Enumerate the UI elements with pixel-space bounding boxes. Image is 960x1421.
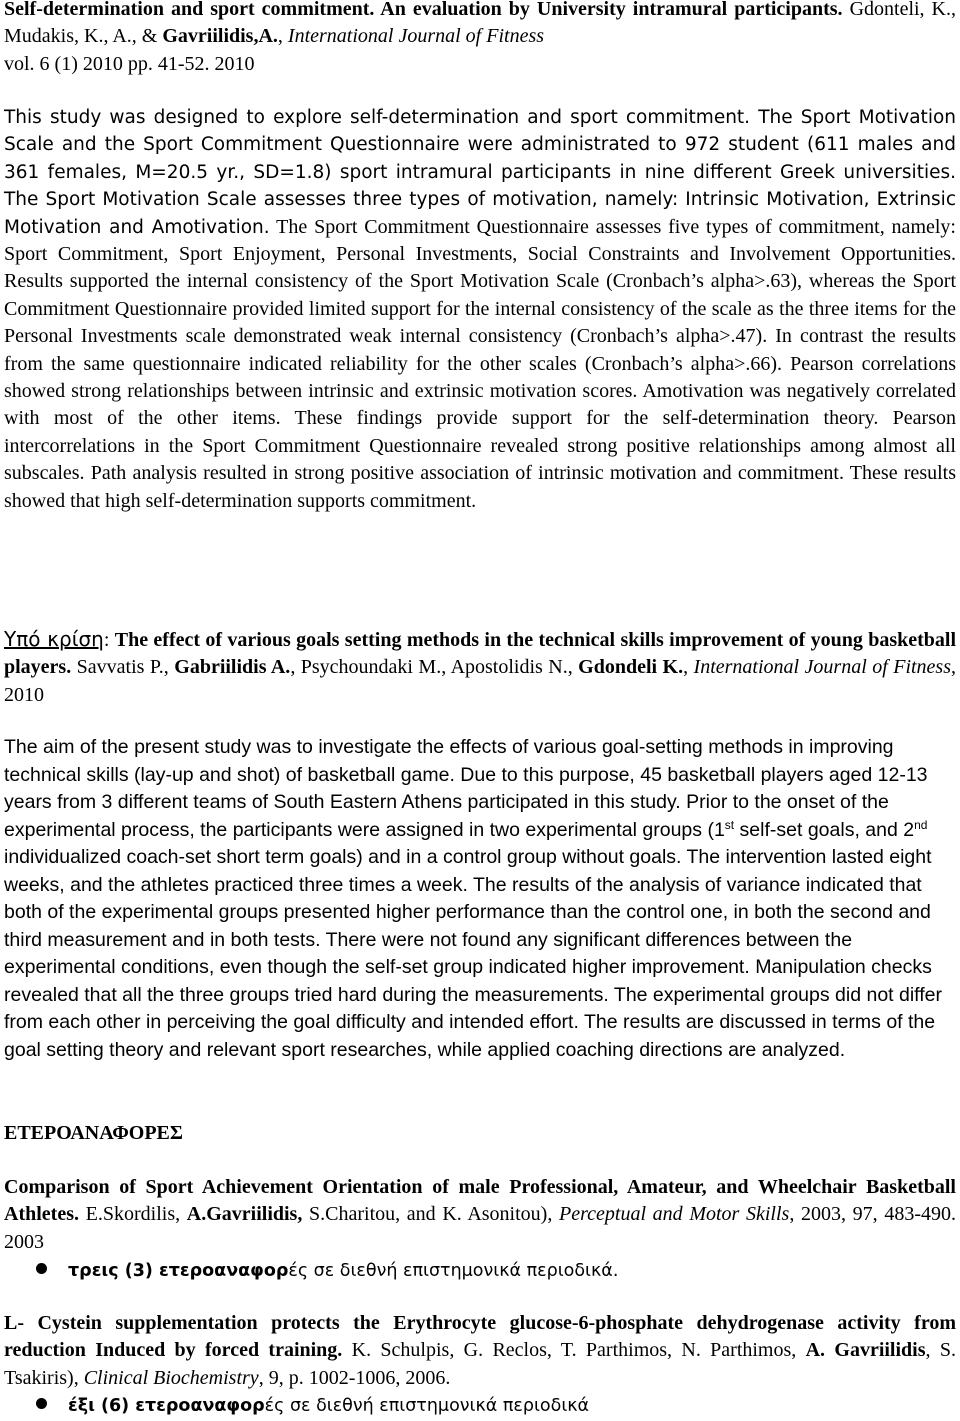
- abstract-2-text: self-set goals, and 2: [734, 818, 915, 841]
- status-label-colon: :: [103, 629, 115, 651]
- citation-year: , 2010: [4, 656, 956, 706]
- citation-volume: vol. 6 (1) 2010 pp. 41-52. 2010: [4, 52, 255, 75]
- reference-authors: S.Charitou, and K. Asonitou),: [302, 1203, 559, 1226]
- bullet-icon: [36, 1263, 47, 1274]
- reference-title: L- Cystein supplementation protects the Erythrocyte glucose-6-phosphate dehydrogenase activity from reduction Induced by forced training.: [4, 1312, 956, 1362]
- reference-2: [4, 1310, 956, 1392]
- citation-count-text: ές σε διεθνή επιστημονικά περιοδικά: [264, 1396, 590, 1416]
- citation-author-highlight: Gavriilidis,A.: [162, 25, 278, 48]
- ordinal-suffix: st: [724, 817, 735, 832]
- abstract-2-text: individualized coach-set short term goals) and in a control group without goals. The intervention lasted eight weeks, and the athletes practiced three times a week. The results of the analysis of variance indicated that both of the experimental groups presented higher performance than the control one, in both the second and third measurement and in both tests. There were not found any significant differences between the experimental conditions, even though the self-set group indicated higher improvement. Manipulation checks revealed that all the three groups tried hard during the measurements. The experimental groups did not differ from each other in perceiving the goal difficulty and intended effort. The results are discussed in terms of the goal setting theory and relevant sport researches, while applied coaching directions are analyzed.: [4, 846, 942, 1062]
- reference-details: , 9, p. 1002-1006, 2006.: [258, 1366, 451, 1389]
- reference-title: Comparison of Sport Achievement Orientation of male Professional, Amateur, and Wheelchair Basketball Athletes.: [4, 1176, 956, 1226]
- reference-authors: K. Schulpis, G. Reclos, T. Parthimos, N. Parthimos,: [342, 1339, 806, 1362]
- reference-journal: Clinical Biochemistry: [83, 1366, 259, 1389]
- abstract-2-text: The aim of the present study was to investigate the effects of various goal-setting methods in improving technical skills (lay-up and shot) of basketball game. Due to this purpose, 45 basketball players aged 12-13 years from 3 different teams of South Eastern Athens participated in this study. Prior to the onset of the experimental process, the participants were assigned in two experimental groups (1: [4, 736, 928, 841]
- ordinal-suffix: nd: [914, 817, 928, 832]
- abstract-1-part-1: This study was designed to explore self-determination and sport commitment. The Sport Motivation Scale and the Sport Commitment Questionnaire were administrated to 972 student (611 males and 361 females, M=20.5 yr., SD=1.8) sport intramural participants in nine different Greek universities. The Sport Motivation Scale assesses three types of motivation, namely: Intrinsic Motivation, Extrinsic Motivation and Amotivation.: [4, 107, 956, 238]
- abstract-1: [4, 104, 956, 515]
- citation-entry-1: [4, 0, 956, 78]
- reference-author-highlight: A. Gavriilidis: [805, 1339, 926, 1362]
- section-heading: ΕΤΕΡΟΑΝΑΦΟΡΕΣ: [4, 1122, 183, 1144]
- citation-count-2: [36, 1392, 936, 1420]
- citation-author-highlight: Gdondeli K.: [578, 656, 684, 679]
- citation-title: Self-determination and sport commitment. An evaluation by University intramural participants.: [4, 0, 843, 20]
- citation-authors: Savvatis P.,: [71, 656, 175, 679]
- citation-separator: ,: [683, 656, 694, 679]
- citation-authors: Gdonteli, K., Mudakis, K., A., &: [4, 0, 957, 48]
- citation-authors: , Psychoundaki M., Apostolidis N.,: [290, 656, 579, 679]
- citation-journal: International Journal of Fitness: [693, 656, 951, 679]
- abstract-1-part-2: The Sport Commitment Questionnaire assesses five types of commitment, namely: Sport Commitment, Sport Enjoyment, Personal Investments, Social Constraints and Involvement Opportunities. Results supported the internal consistency of the Sport Motivation Scale (Cronbach’s alpha>.63), whereas the Sport Commitment Questionnaire provided limited support for the internal consistency of the scale as the three items for the Personal Investments scale demonstrated weak internal consistency (Cronbach’s alpha>.47). In contrast the results from the same questionnaire indicated reliability for the other scales (Cronbach’s alpha>.66). Pearson correlations showed strong relationships between intrinsic and extrinsic motivation scores. Amotivation was negatively correlated with most of the other items. These findings provide support for the self-determination theory. Pearson intercorrelations in the Sport Commitment Questionnaire revealed strong positive relationships among almost all subscales. Path analysis resulted in strong positive association of intrinsic motivation and commitment. These results showed that high self-determination supports commitment.: [4, 215, 956, 512]
- citation-count-1: [36, 1257, 936, 1285]
- citation-count-bold: έξι (6) ετεροαναφορ: [68, 1396, 265, 1416]
- bullet-icon: [36, 1398, 47, 1409]
- citation-separator: ,: [277, 25, 288, 48]
- reference-journal: Perceptual and Motor Skills: [559, 1203, 790, 1226]
- reference-authors: , S. Tsakiris),: [4, 1339, 956, 1389]
- citation-count-text: ές σε διεθνή επιστημονικά περιοδικά.: [288, 1261, 619, 1281]
- reference-details: , 2003, 97, 483-490. 2003: [4, 1203, 956, 1253]
- abstract-2: [4, 734, 956, 1065]
- citation-title: The effect of various goals setting methods in the technical skills improvement of young basketball players.: [4, 629, 956, 679]
- citation-count-bold: τρεις (3) ετεροαναφορ: [68, 1261, 289, 1281]
- reference-authors: E.Skordilis,: [78, 1203, 187, 1226]
- citation-entry-2: [4, 626, 956, 709]
- citation-author-highlight: Gabriilidis A.: [174, 656, 291, 679]
- citation-journal: International Journal of Fitness: [287, 25, 545, 48]
- reference-1: [4, 1174, 956, 1256]
- status-label: Υπό κρίση: [4, 627, 104, 651]
- reference-author-highlight: A.Gavriilidis,: [186, 1203, 303, 1226]
